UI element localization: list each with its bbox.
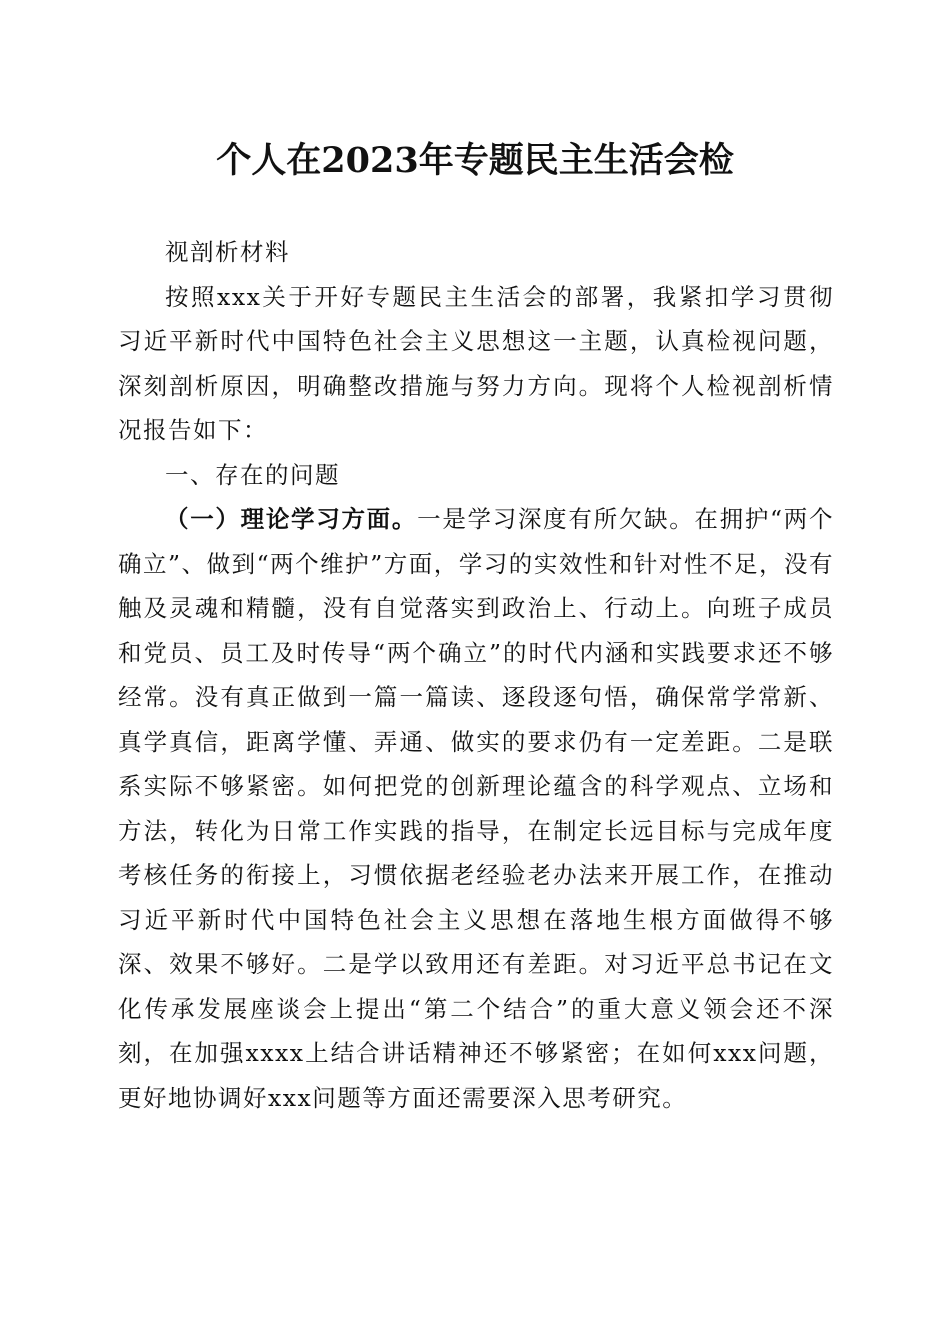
subsection-body-theory: 一是学习深度有所欠缺。在拥护“两个确立”、做到“两个维护”方面，学习的实效性和针对性不足，没有触及灵魂和精髓，没有自觉落实到政治上、行动上。向班子成员和党员、员工及时传导“两个确立”的时代内涵和实践要求还不够经常。没有真正做到一篇一篇读、逐段逐句悟，确保常学常新、真学真信，距离学懂、弄通、做实的要求仍有一定差距。二是联系实际不够紧密。如何把党的创新理论蕴含的科学观点、立场和方法，转化为日常工作实践的指导，在制定长远目标与完成年度考核任务的衔接上，习惯依据老经验老办法来开展工作，在推动习近平新时代中国特色社会主义思想在落地生根方面做得不够深、效果不够好。二是学以致用还有差距。对习近平总书记在文化传承发展座谈会上提出“第二个结合”的重大意义领会还不深刻，在加强xxxx上结合讲话精神还不够紧密；在如何xxx问题，更好地协调好xxx问题等方面还需要深入思考研究。 — [118, 505, 834, 1112]
document-title: 个人在2023年专题民主生活会检 — [216, 140, 734, 181]
section-heading-problems: 一、存在的问题 — [165, 460, 340, 489]
title-continuation: 视剖析材料 — [165, 238, 290, 266]
intro-paragraph: 按照xxx关于开好专题民主生活会的部署，我紧扣学习贯彻习近平新时代中国特色社会主义思想这一主题，认真检视问题，深刻剖析原因，明确整改措施与努力方向。现将个人检视剖析情况报告如下： — [118, 282, 834, 444]
subsection-heading-theory: （一）理论学习方面。 — [165, 505, 418, 533]
document-body — [118, 230, 834, 1120]
theory-study-paragraph — [118, 497, 834, 1120]
